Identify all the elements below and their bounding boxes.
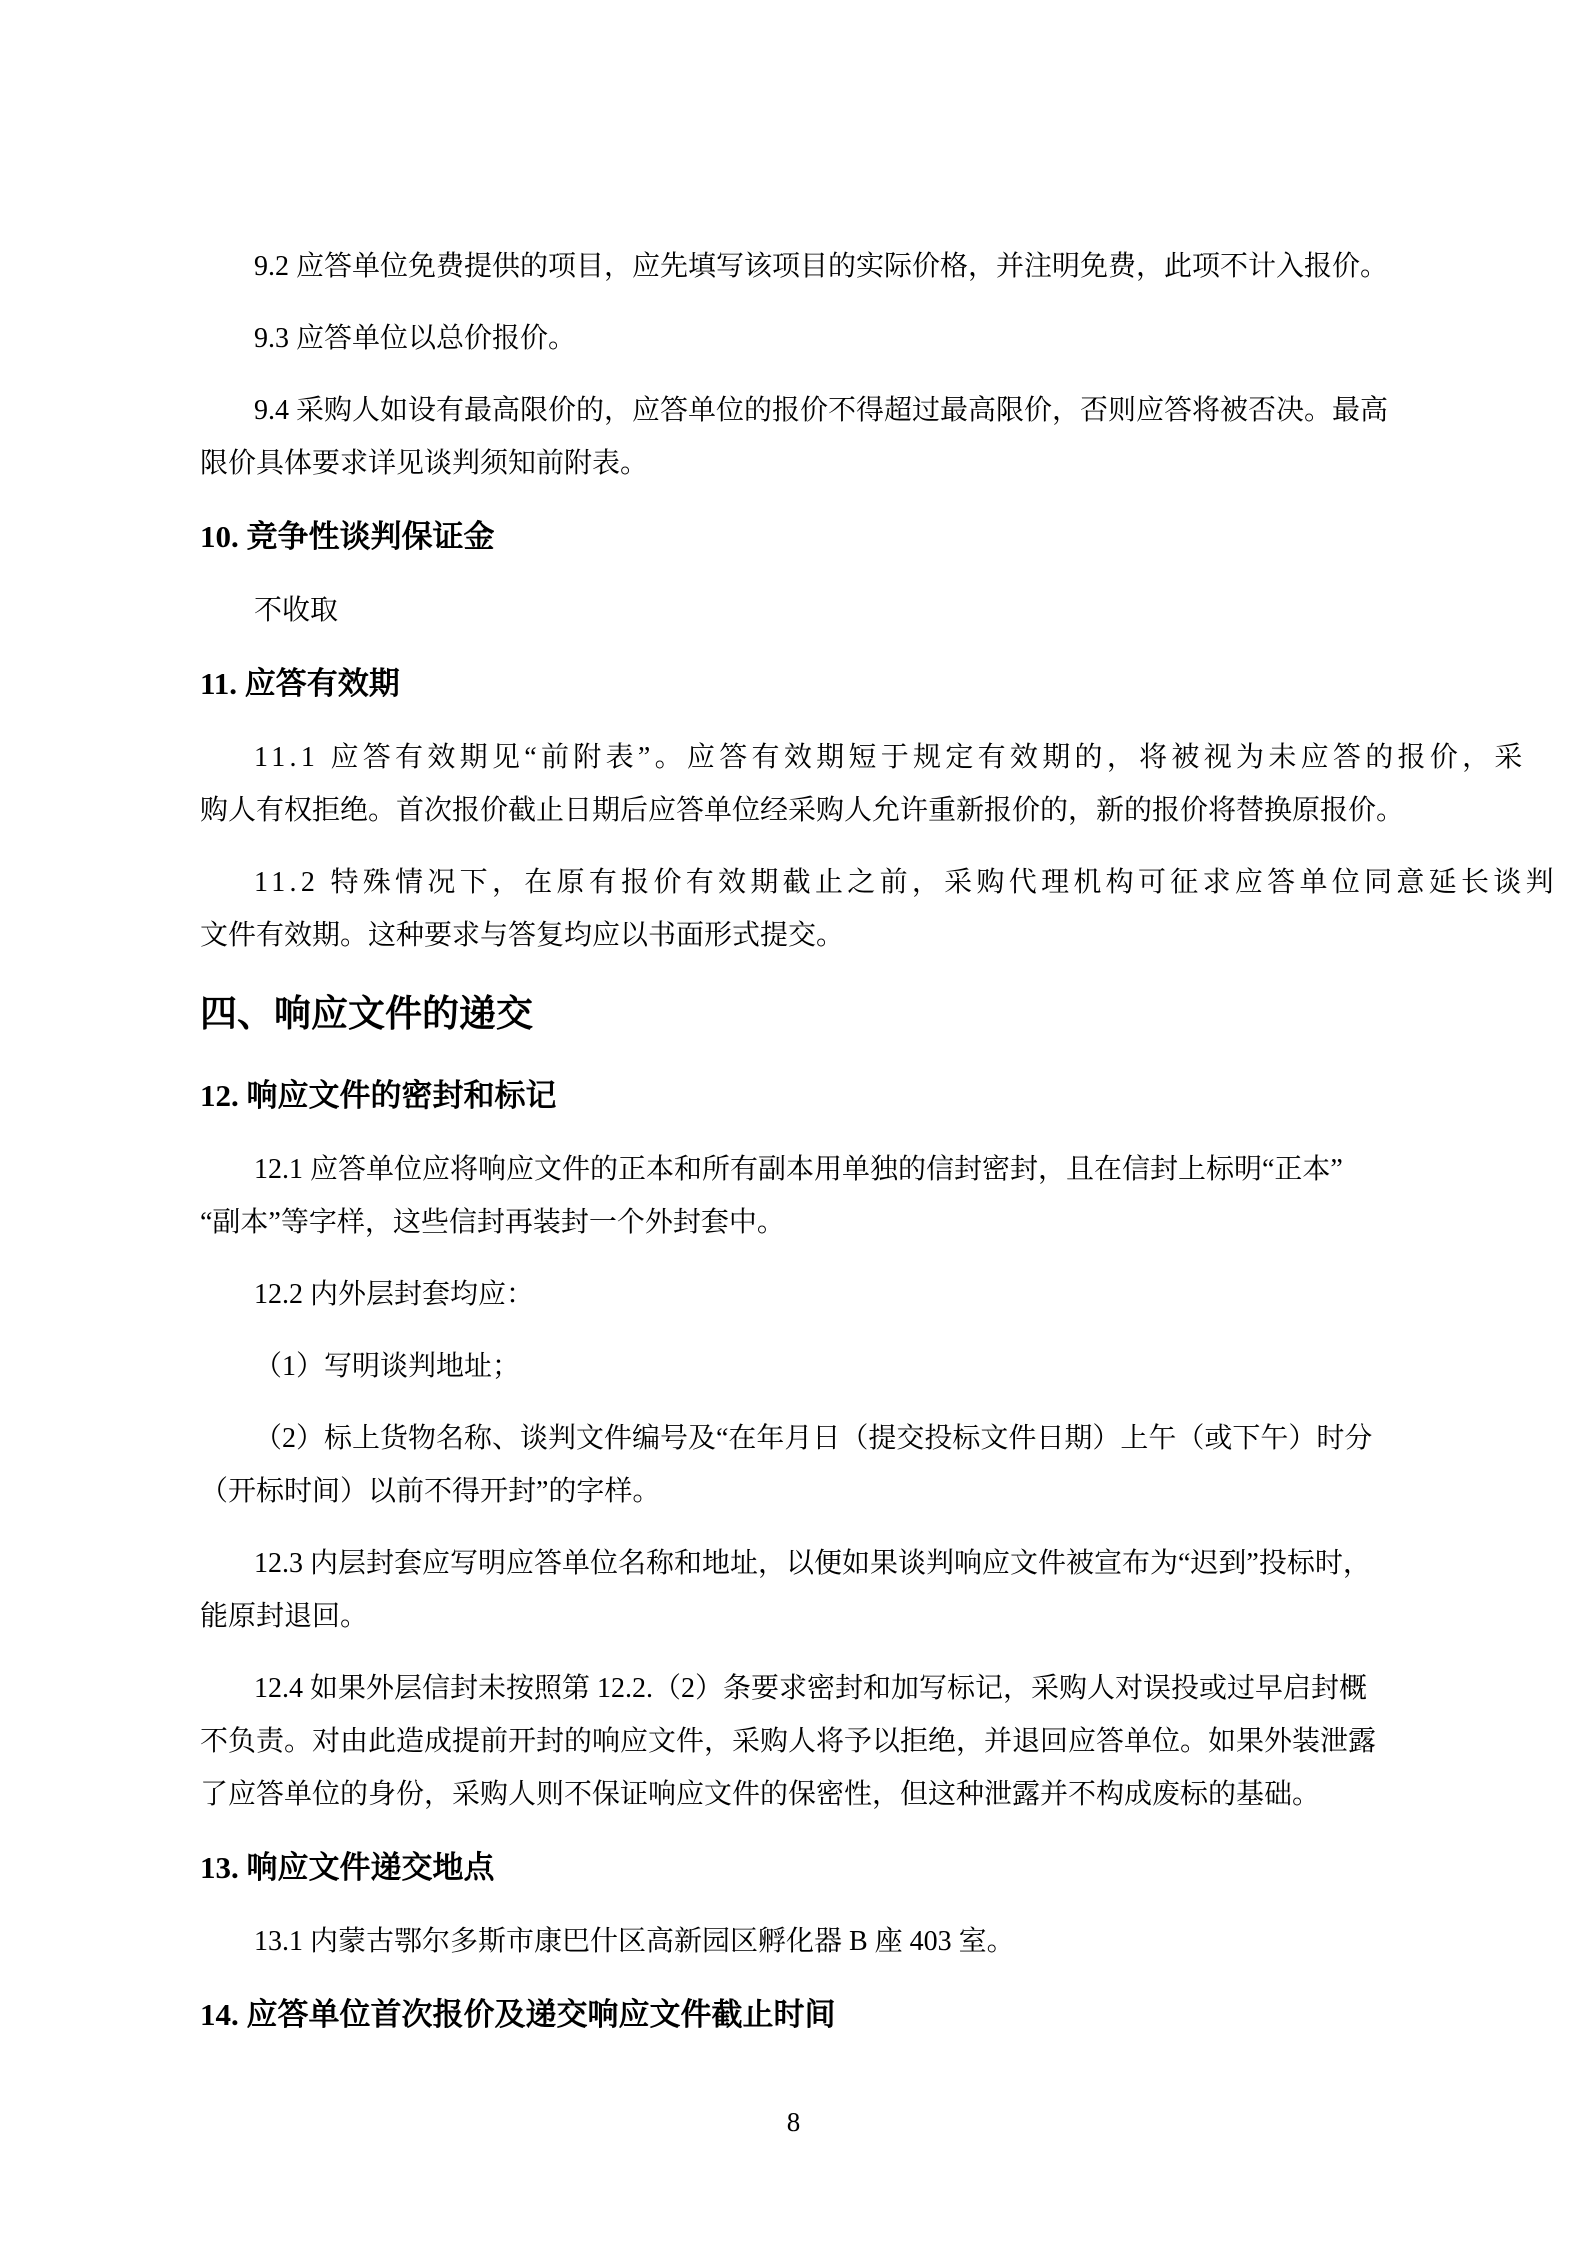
clause-12-4 xyxy=(200,1662,1450,1821)
text-line: 13.1 内蒙古鄂尔多斯市康巴什区高新园区孵化器 B 座 403 室。 xyxy=(254,1926,1015,1957)
text-line: 11.2 特殊情况下，在原有报价有效期截止之前，采购代理机构可征求应答单位同意延长谈判 xyxy=(254,867,1558,898)
clause-9-2 xyxy=(200,240,1450,293)
text-line: 文件有效期。这种要求与答复均应以书面形式提交。 xyxy=(200,920,845,951)
clause-9-4 xyxy=(200,384,1450,490)
clause-12-2-item-2 xyxy=(200,1412,1450,1518)
text-line: 12.2 内外层封套均应： xyxy=(254,1279,535,1310)
text-line: 能原封退回。 xyxy=(200,1601,369,1632)
text-line: 9.3 应答单位以总价报价。 xyxy=(254,323,577,354)
heading-text: 14. 应答单位首次报价及递交响应文件截止时间 xyxy=(200,1997,836,2032)
text-line: （2）标上货物名称、谈判文件编号及“在年月日（提交投标文件日期）上午（或下午）时分 xyxy=(254,1423,1373,1454)
heading-14 xyxy=(200,1987,1450,2043)
clause-12-2-item-1 xyxy=(200,1340,1450,1393)
page-body xyxy=(200,240,1558,2062)
heading-text: 四、响应文件的递交 xyxy=(200,994,533,1035)
text-line: 12.4 如果外层信封未按照第 12.2.（2）条要求密封和加写标记，采购人对误投或过早启封概 xyxy=(254,1673,1368,1704)
clause-13-1 xyxy=(200,1915,1450,1968)
text-line: 12.3 内层封套应写明应答单位名称和地址，以便如果谈判响应文件被宣布为“迟到”投标时， xyxy=(254,1548,1371,1579)
heading-text: 12. 响应文件的密封和标记 xyxy=(200,1078,557,1113)
text-line: 限价具体要求详见谈判须知前附表。 xyxy=(200,448,649,479)
clause-11-1 xyxy=(200,731,1527,837)
heading-12 xyxy=(200,1068,1450,1124)
clause-10-body xyxy=(200,584,1450,637)
page-number: 8 xyxy=(786,2107,801,2137)
text-line: （开标时间）以前不得开封”的字样。 xyxy=(200,1476,661,1507)
text-line: 9.2 应答单位免费提供的项目，应先填写该项目的实际价格，并注明免费，此项不计入报价。 xyxy=(254,251,1389,282)
clause-12-1 xyxy=(200,1143,1450,1249)
clause-9-3 xyxy=(200,312,1450,365)
heading-text: 13. 响应文件递交地点 xyxy=(200,1850,495,1885)
text-line: 不收取 xyxy=(254,595,339,626)
text-line: 不负责。对由此造成提前开封的响应文件，采购人将予以拒绝，并退回应答单位。如果外装泄露 xyxy=(200,1726,1377,1757)
heading-13 xyxy=(200,1840,1450,1896)
heading-text: 10. 竞争性谈判保证金 xyxy=(200,519,495,554)
heading-section-4 xyxy=(200,981,1450,1049)
clause-11-2 xyxy=(200,856,1558,962)
text-line: 9.4 采购人如设有最高限价的，应答单位的报价不得超过最高限价，否则应答将被否决。最高 xyxy=(254,395,1389,426)
text-line: 12.1 应答单位应将响应文件的正本和所有副本用单独的信封密封，且在信封上标明“正本” xyxy=(254,1154,1343,1185)
clause-12-2 xyxy=(200,1268,1450,1321)
heading-11 xyxy=(200,656,1450,712)
clause-12-3 xyxy=(200,1537,1450,1643)
text-line: 11.1 应答有效期见“前附表”。应答有效期短于规定有效期的，将被视为未应答的报价，采 xyxy=(254,742,1527,773)
heading-10 xyxy=(200,509,1450,565)
text-line: 购人有权拒绝。首次报价截止日期后应答单位经采购人允许重新报价的，新的报价将替换原报价。 xyxy=(200,795,1405,826)
text-line: “副本”等字样，这些信封再装封一个外封套中。 xyxy=(200,1207,785,1238)
text-line: （1）写明谈判地址； xyxy=(254,1351,521,1382)
heading-text: 11. 应答有效期 xyxy=(200,666,400,701)
text-line: 了应答单位的身份，采购人则不保证响应文件的保密性，但这种泄露并不构成废标的基础。 xyxy=(200,1779,1321,1810)
